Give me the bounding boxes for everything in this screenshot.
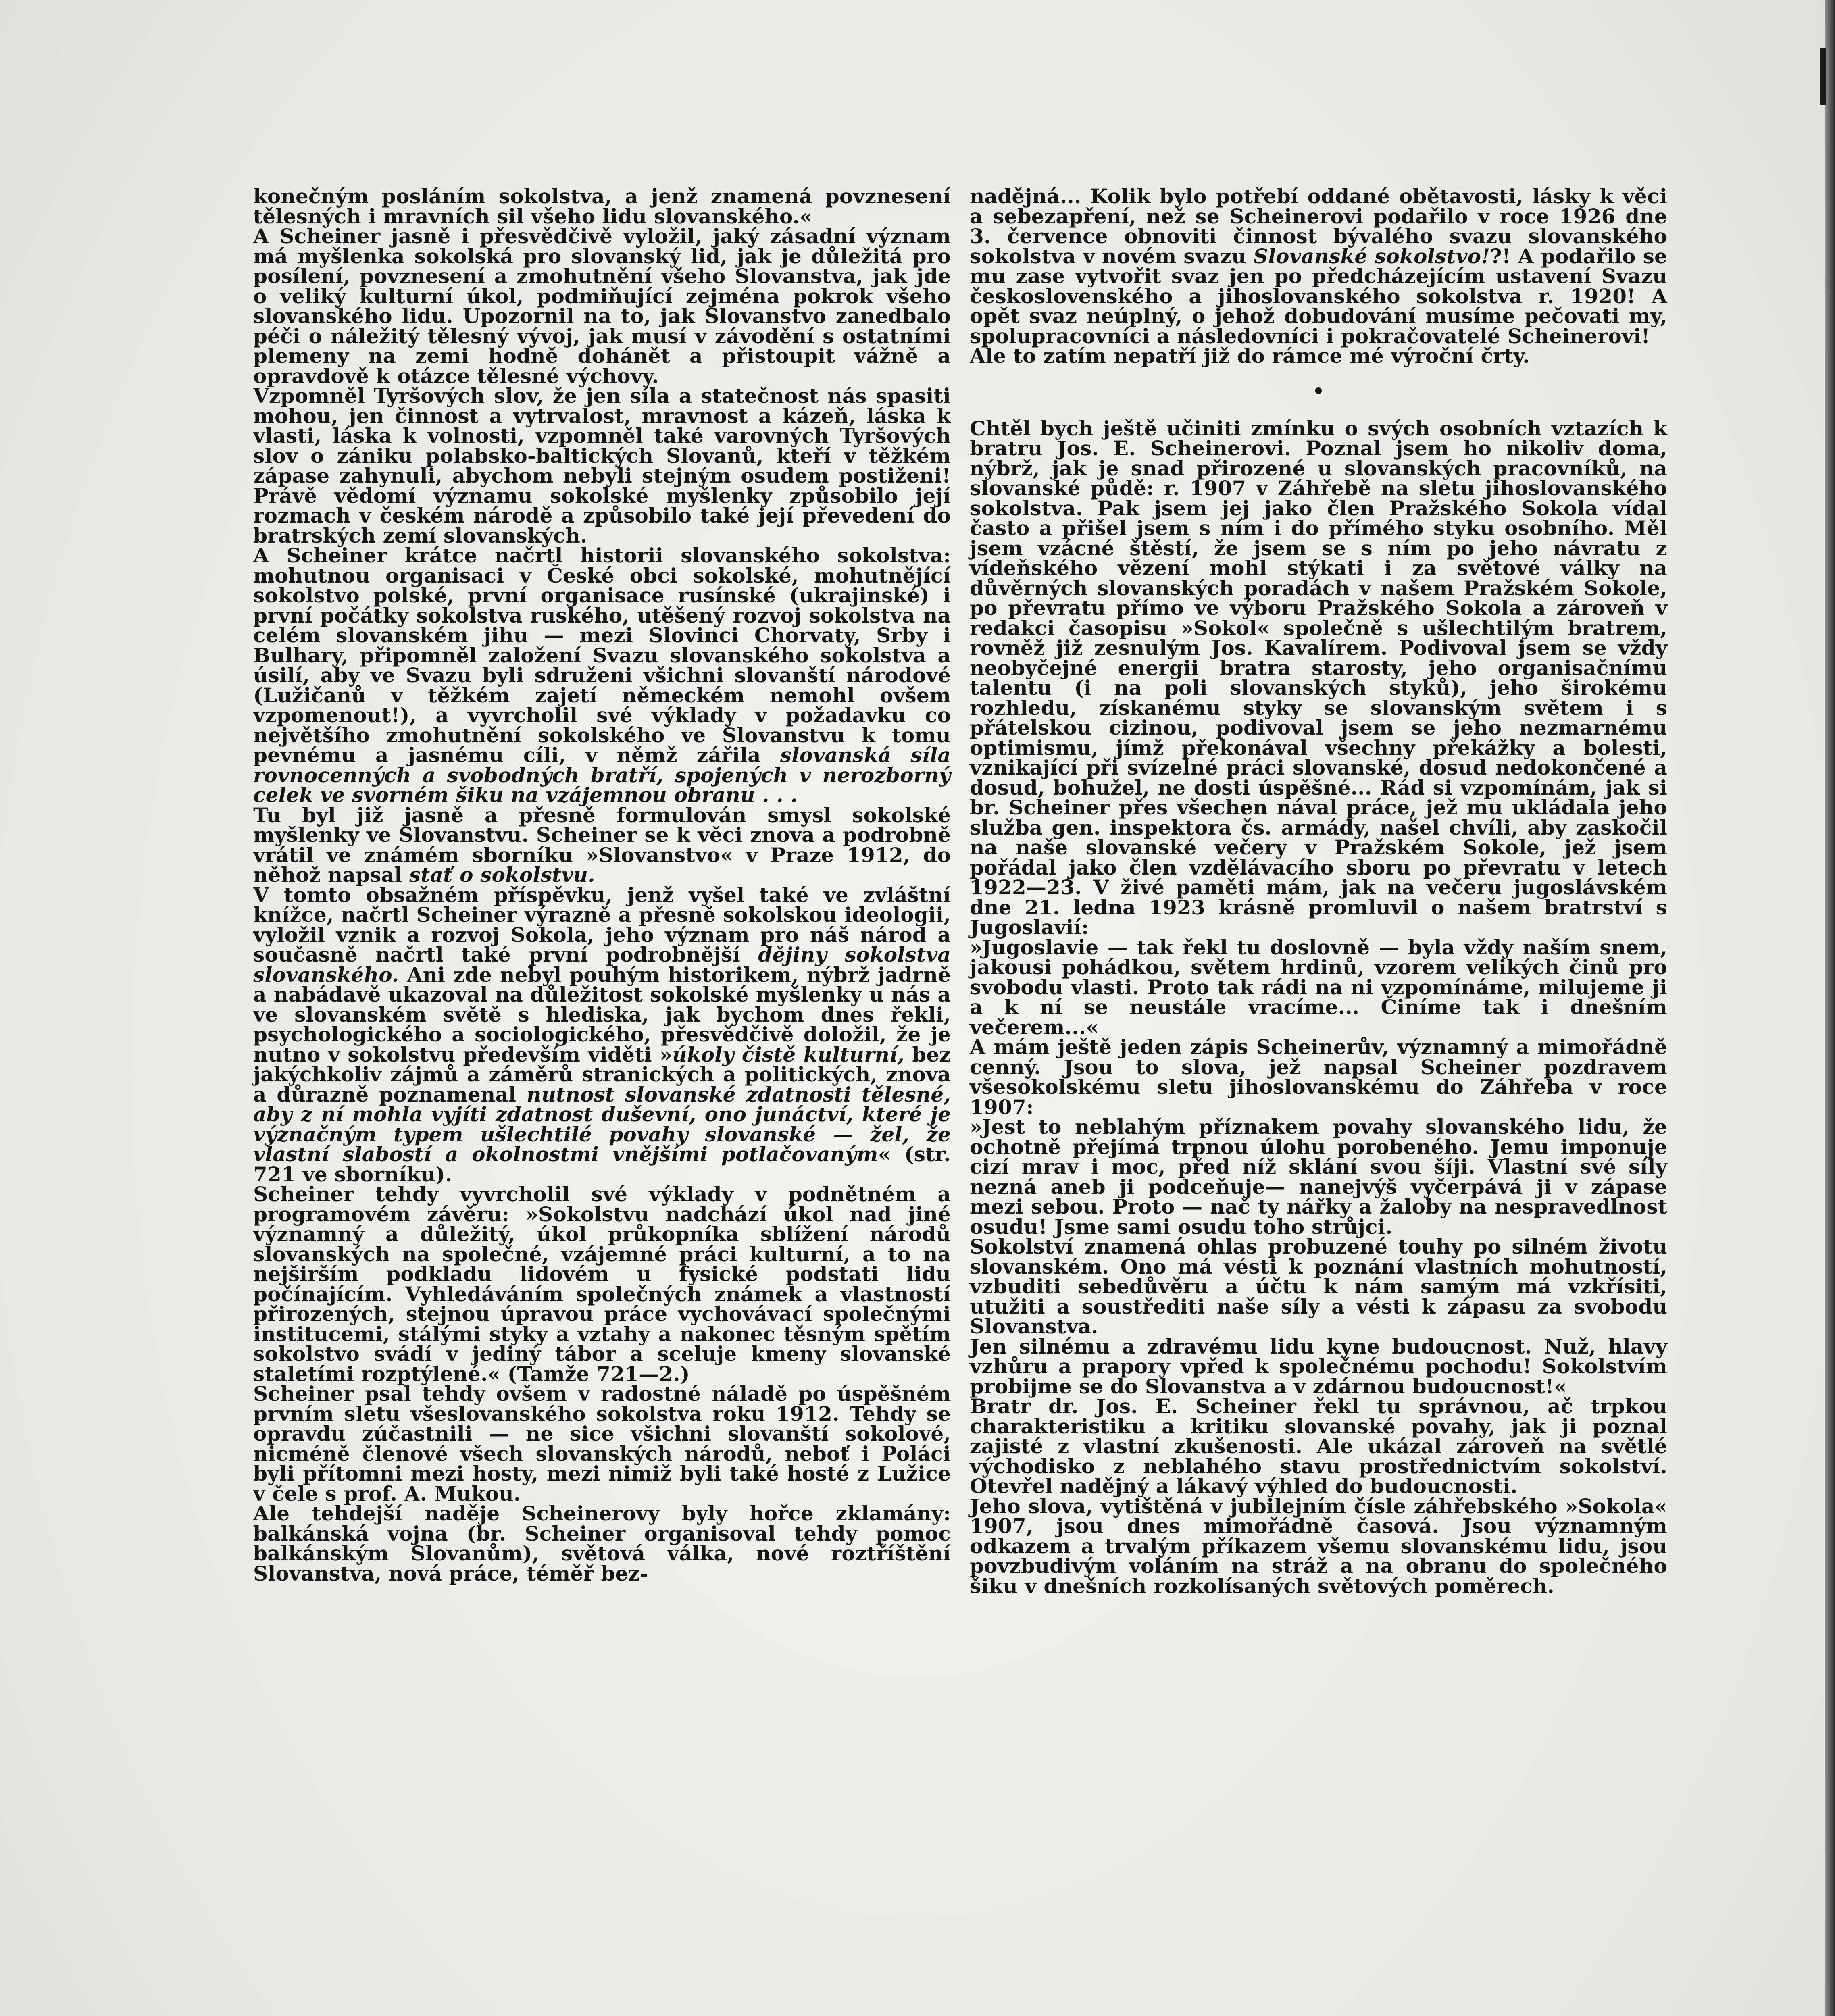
paragraph: Bratr dr. Jos. E. Scheiner řekl tu správnou, ač trpkou charakteristiku a kritiku slovanské povahy, jak ji poznal zajisté z vlastní zkušenosti. Ale ukázal zároveň na světlé východisko z neblahého stavu prostřednictvím sokolství. Otevřel nadějný a lákavý výhled do budoucnosti. — [970, 1394, 1667, 1498]
text-run: A Scheiner krátce načrtl historii slovanského sokolstva: mohutnou organisaci v České obci sokolské, mohutnějící sokolstvo polské, první organisace rusínské (ukrajinské) i první počátky sokolstva ruského, utěšený rozvoj sokolstva na celém slovanském jihu — mezi Slovinci Chorvaty, Srby i Bulhary, připomněl založení Svazu slovanského sokolstva a úsilí, aby ve Svazu byli sdruženi všichni slovanští národové (Lužičanů v těžkém zajetí německém nemohl ovšem vzpomenout!), a vyvrcholil své výklady v požadavku co největšího zmohutnění sokolského ve Slovanstvu k tomu pevnému a jasnému cíli, v němž zářila — [253, 544, 951, 767]
italic-run: stať o sokolstvu. — [409, 863, 595, 887]
italic-run: dějiny sokolstva slovanského. — [253, 943, 951, 987]
paragraph: »Jest to neblahým příznakem povahy slovanského lidu, že ochotně přejímá trpnou úlohu porobeného. Jemu imponuje cizí mrav i moc, před níž sklání svou šíji. Vlastní své síly nezná aneb ji podceňuje— nanejvýš vyčerpává ji v zápase mezi sebou. Proto — nač ty nářky a žaloby na nespravedlnost osudu! Jsme sami osudu toho strůjci. — [970, 1115, 1667, 1239]
paragraph: Jeho slova, vytištěná v jubilejním čísle záhřebského »Sokola« 1907, jsou dnes mimořádně časová. Jsou významným odkazem a trvalým příkazem všemu slovanskému lidu, jsou povzbudivým voláním na stráž a na obranu do společného šiku v dnešních rozkolísaných světových poměrech. — [970, 1494, 1667, 1598]
text-run: bez jakýchkoliv zájmů a záměrů stranických a politických, znova a důrazně poznamenal — [253, 1042, 951, 1106]
text-run: V tomto obsažném příspěvku, jenž vyšel také ve zvláštní knížce, načrtl Scheiner výrazně a přesně sokolskou ideologii, vyložil vznik a rozvoj Sokola, jeho význam pro náš národ a současně načrtl také první podrobnější — [253, 883, 951, 966]
paragraph — [970, 186, 1667, 346]
text-run: Ani zde nebyl pouhým historikem, nýbrž jadrně a nabádavě ukazoval na důležitost sokolské myšlenky u nás a ve slovanském světě s hlediska, jak bychom dnes řekli, psychologického a sociologického, přesvědčivě doložil, že je nutno v sokolstvu především viděti » — [253, 962, 951, 1066]
paragraph: Ale tehdejší naděje Scheinerovy byly hořce zklamány: balkánská vojna (br. Scheiner organisoval tehdy pomoc balkánským Slovanům), světová válka, nové roztříštění Slovanstva, nová práce, téměř bez- — [253, 1502, 951, 1585]
binding-mark — [1820, 48, 1826, 105]
paragraph — [253, 805, 951, 885]
paragraph — [253, 885, 951, 1185]
page-edge-shadow — [1825, 0, 1835, 2016]
paragraph: A mám ještě jeden zápis Scheinerův, významný a mimořádně cenný. Jsou to slova, jež napsal Scheiner pozdravem všesokolskému sletu jihoslovanskému do Záhřeba v roce 1907: — [970, 1035, 1667, 1119]
paragraph: »Jugoslavie — tak řekl tu doslovně — byla vždy naším snem, jakousi pohádkou, světem hrdinů, vzorem velikých činů pro svobodu vlasti. Proto tak rádi na ni vzpomínáme, milujeme ji a k ní se neustále vracíme... Činíme tak i dnešním večerem...« — [970, 935, 1667, 1039]
text-run: « (str. 721 ve sborníku). — [253, 1142, 951, 1186]
right-column — [970, 186, 1667, 1596]
section-separator: • — [1312, 380, 1325, 402]
paragraph: Vzpomněl Tyršových slov, že jen síla a statečnost nás spasiti mohou, jen činnost a vytrvalost, mravnost a kázeň, láska k vlasti, láska k volnosti, vzpomněl také varovných Tyršových slov o zániku polabsko-baltických Slovanů, kteří v těžkém zápase zahynuli, abychom nebyli stejným osudem postiženi! Právě vědomí významu sokolské myšlenky způsobilo její rozmach v českém národě a způsobilo také její převedení do bratrských zemí slovanských. — [253, 384, 951, 548]
left-column — [253, 186, 951, 1583]
paragraph: Jen silnému a zdravému lidu kyne budoucnost. Nuž, hlavy vzhůru a prapory vpřed k společnému pochodu! Sokolstvím probijme se do Slovanstva a v zdárnou budoucnost!« — [970, 1334, 1667, 1398]
paragraph: Ale to zatím nepatří již do rámce mé výroční črty. — [970, 344, 1530, 368]
text-run: nadějná... Kolik bylo potřebí oddané obětavosti, lásky k věci a sebezapření, než se Scheinerovi podařilo v roce 1926 dne 3. července obnoviti činnost bývalého svazu slovanského sokolstva v novém svazu — [970, 184, 1667, 268]
italic-run: úkoly čistě kulturní, — [672, 1042, 904, 1066]
text-run: ?! A podařilo se mu zase vytvořit svaz jen po předcházejícím ustavení Svazu československého a jihoslovanského sokolstva r. 1920! A opět svaz neúplný, o jehož dobudování musíme pečovati my, spolupracovníci a následovníci i pokračovatelé Scheinerovi! — [970, 244, 1667, 348]
text-run: Tu byl již jasně a přesně formulován smysl sokolské myšlenky ve Slovanstvu. Scheiner se k věci znova a podrobně vrátil ve známém sborníku »Slovanstvo« v Praze 1912, do něhož napsal — [253, 803, 951, 887]
italic-run: Slovanské sokolstvo! — [1253, 244, 1490, 268]
paragraph: konečným posláním sokolstva, a jenž znamená povznesení tělesných i mravních sil všeho lidu slovanského.« — [253, 184, 951, 228]
paragraph: Scheiner tehdy vyvrcholil své výklady v podnětném a programovém závěru: »Sokolstvu nadchází úkol nad jiné významný a důležitý, úkol průkopníka sblížení národů slovanských na společné, vzájemné práci kulturní, a to na nejširším podkladu lidovém u fysické podstati lidu počínajícím. Vyhledáváním společných známek a vlastností přirozených, stejnou úpravou práce vychovávací společnými institucemi, stálými styky a vztahy a nakonec těsným spětím sokolstvo svádí v jediný tábor a sceluje kmeny slovanské staletími rozptýlené.« (Tamže 721—2.) — [253, 1182, 951, 1386]
paragraph — [253, 546, 951, 805]
italic-run: nutnost slovanské zdatnosti tělesné, aby z ní mohla vyjíti zdatnost duševní, ono junáctví, které je význačným typem ušlechtilé povahy slovanské — žel, že vlastní slabostí a okolnostmi vnějšími potlačovaným — [253, 1082, 951, 1166]
paragraph: Sokolství znamená ohlas probuzené touhy po silném životu slovanském. Ono má vésti k poznání vlastních mohutností, vzbuditi sebedůvěru a účtu k nám samým má vzkřísiti, utužiti a soustřediti naše síly a vésti k zápasu za svobodu Slovanstva. — [970, 1235, 1667, 1338]
paragraph: Chtěl bych ještě učiniti zmínku o svých osobních vztazích k bratru Jos. E. Scheinerovi. Poznal jsem ho nikoliv doma, nýbrž, jak je snad přirozené u slovanských pracovníků, na slovanské půdě: r. 1907 v Záhřebě na sletu jihoslovanského sokolstva. Pak jsem jej jako člen Pražského Sokola vídal často a přišel jsem s ním i do přímého styku osobního. Měl jsem vzácné štěstí, že jsem se s ním po jeho návratu z vídeňského vězení mohl stýkati i za světové války na důvěrných slovanských poradách v našem Pražském Sokole, po převratu přímo ve výboru Pražského Sokola a zároveň v redakci časopisu »Sokol« společně s ušlechtilým bratrem, rovněž již zesnulým Jos. Kavalírem. Podivoval jsem se vždy neobyčejné energii bratra starosty, jeho organisačnímu talentu (i na poli slovanských styků), jeho širokému rozhledu, získanému styky se slovanským světem i s přátelskou cizinou, podivoval jsem se jeho nezmarnému optimismu, jímž překonával všechny překážky a bolesti, vznikající při svízelné práci slovanské, dosud nedokončené a dosud, bohužel, ne dosti úspěšné... Rád si vzpomínám, jak si br. Scheiner přes všechen nával práce, jež mu ukládala jeho služba gen. inspektora čs. armády, našel chvíli, aby zaskočil na naše slovanské večery v Pražském Sokole, jež jsem pořádal jako člen vzdělávacího sboru po převratu v letech 1922—23. V živé paměti mám, jak na večeru jugoslávském dne 21. ledna 1923 krásně promluvil o našem bratrství s Jugoslavií: — [970, 416, 1667, 939]
paragraph: A Scheiner jasně i přesvědčivě vyložil, jaký zásadní význam má myšlenka sokolská pro slovanský lid, jak je důležitá pro posílení, povznesení a zmohutnění všeho Slovanstva, jak jde o veliký kulturní úkol, podmiňující zejména pokrok všeho slovanského lidu. Upozornil na to, jak Slovanstvo zanedbalo péči o náležitý tělesný vývoj, jak musí v závodění s ostatními plemeny na zemi hodně dohánět a přistoupit vážně a opravdově k otázce tělesné výchovy. — [253, 224, 951, 388]
italic-run: slovanská síla rovnocenných a svobodných bratří, spojených v nerozborný celek ve svorném šiku na vzájemnou obranu . . . — [253, 743, 951, 807]
paragraph: Scheiner psal tehdy ovšem v radostné náladě po úspěšném prvním sletu všeslovanského sokolstva roku 1912. Tehdy se opravdu zúčastnili — ne sice všichni slovanští sokolové, nicméně členové všech slovanských národů, neboť i Poláci byli přítomni mezi hosty, mezi nimiž byli také hosté z Lužice v čele s prof. A. Mukou. — [253, 1382, 951, 1506]
